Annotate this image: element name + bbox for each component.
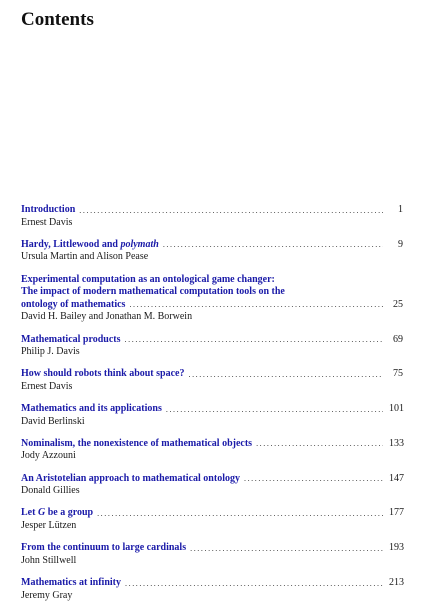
dot-leader	[190, 543, 383, 555]
toc-entry-title-experimental-computation-line-2[interactable]: The impact of modern mathematical computation tools on the	[21, 286, 285, 298]
dot-leader	[79, 205, 383, 217]
toc-title-line	[21, 542, 403, 555]
toc-entry-author: Jody Azzouni	[21, 450, 76, 462]
dot-leader	[125, 334, 383, 346]
dot-leader	[163, 239, 383, 251]
dot-leader	[129, 299, 383, 311]
toc-entry-title-mathematics-at-infinity[interactable]: Mathematics at infinity	[21, 577, 121, 588]
toc-entry-title-nominalism[interactable]: Nominalism, the nonexistence of mathematical objects	[21, 437, 253, 449]
title-italic-part: polymath	[120, 238, 159, 250]
toc-entry-title-aristotelian-approach[interactable]: An Aristotelian approach to mathematical ontology	[21, 472, 240, 484]
page-title: Contents	[21, 9, 94, 30]
page-number: 75	[393, 368, 403, 380]
table-of-contents	[21, 204, 403, 612]
page-number: 147	[389, 472, 404, 484]
toc-title-line	[21, 438, 403, 451]
page-number: 69	[393, 333, 403, 345]
page-number: 1	[398, 204, 403, 215]
title-italic-part: G	[37, 507, 46, 519]
toc-entry-author: Jesper Lützen	[21, 520, 77, 532]
page-number: 25	[393, 298, 403, 310]
toc-entry-author: Ursula Martin and Alison Pease	[21, 251, 149, 263]
toc-entry	[21, 577, 403, 602]
toc-entry-author: David Berlinski	[21, 415, 85, 427]
toc-entry	[21, 542, 403, 567]
dot-leader	[188, 369, 383, 381]
toc-title-line	[21, 299, 403, 312]
toc-entry	[21, 473, 403, 498]
toc-entry-title-continuum-large-cardinals[interactable]: From the continuum to large cardinals	[21, 542, 187, 554]
page-number: 9	[398, 238, 403, 250]
dot-leader	[97, 508, 383, 520]
toc-title-line	[21, 334, 403, 347]
toc-title-line	[21, 403, 403, 416]
toc-entry-author: Ernest Davis	[21, 216, 73, 228]
toc-entry-title-robots-space[interactable]: How should robots think about space?	[21, 368, 185, 380]
toc-entry-title-mathematical-products[interactable]: Mathematical products	[21, 333, 121, 345]
toc-entry-title-hardy-littlewood[interactable]	[21, 239, 159, 252]
title-text-part: Let	[21, 507, 38, 519]
toc-entry-author: Donald Gillies	[21, 485, 80, 497]
dot-leader	[256, 438, 383, 450]
toc-title-line	[21, 274, 403, 287]
toc-entry	[21, 403, 403, 428]
toc-entry	[21, 239, 403, 264]
toc-entry	[21, 438, 403, 463]
title-text-part: Hardy, Littlewood and	[21, 238, 121, 250]
toc-entry-title-let-g-be-a-group[interactable]	[21, 507, 93, 520]
toc-entry-title-experimental-computation-line-1[interactable]: Experimental computation as an ontological game changer:	[21, 273, 275, 285]
toc-entry-author: David H. Bailey and Jonathan M. Borwein	[21, 311, 193, 323]
toc-entry	[21, 368, 403, 393]
toc-entry-title-mathematics-applications[interactable]: Mathematics and its applications	[21, 403, 162, 415]
toc-title-line	[21, 368, 403, 381]
toc-entry-author: Ernest Davis	[21, 380, 73, 392]
page-number: 133	[389, 437, 404, 449]
toc-title-line	[21, 473, 403, 486]
toc-title-line	[21, 286, 403, 299]
toc-entry	[21, 204, 403, 229]
toc-entry-author: Philip J. Davis	[21, 346, 80, 358]
page-number: 213	[389, 577, 404, 588]
page-number: 177	[389, 507, 404, 519]
page-number: 101	[389, 403, 404, 415]
dot-leader	[244, 473, 383, 485]
toc-entry	[21, 507, 403, 532]
toc-entry-author: John Stillwell	[21, 554, 77, 566]
toc-entry-author: Jeremy Gray	[21, 589, 73, 601]
toc-title-line	[21, 239, 403, 252]
dot-leader	[125, 578, 383, 590]
toc-title-line	[21, 507, 403, 520]
page-number: 193	[389, 542, 404, 554]
title-text-part: be a group	[45, 507, 94, 519]
dot-leader	[166, 404, 383, 416]
toc-entry-title-experimental-computation-line-3[interactable]: ontology of mathematics	[21, 298, 126, 310]
toc-entry-title-introduction[interactable]: Introduction	[21, 204, 76, 215]
toc-title-line	[21, 577, 403, 590]
toc-entry	[21, 274, 403, 324]
toc-title-line	[21, 204, 403, 217]
toc-entry	[21, 334, 403, 359]
